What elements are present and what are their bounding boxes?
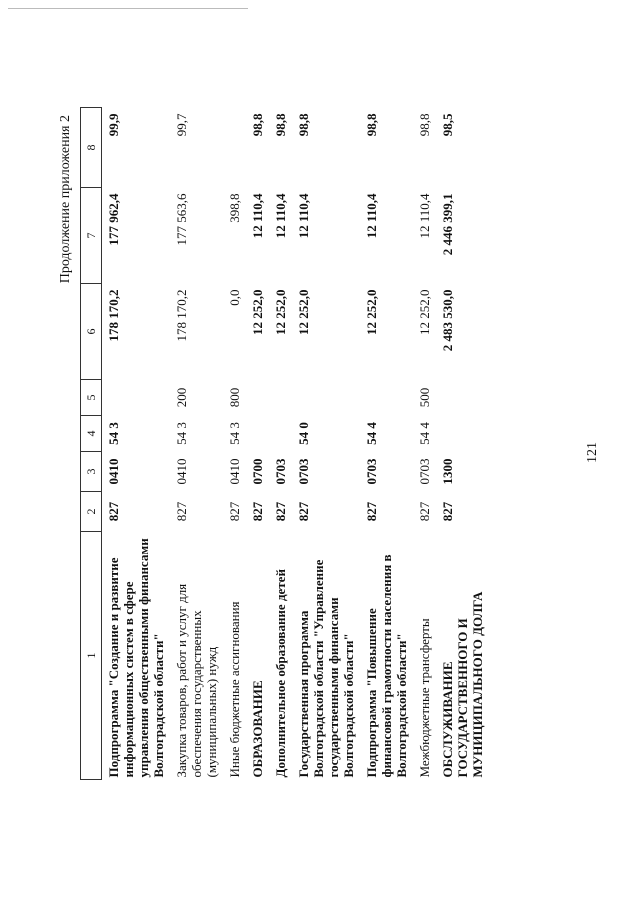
cell-percent: 98,8 xyxy=(417,113,432,137)
cell-executed: 12 110,4 xyxy=(273,193,288,239)
cell-executed: 12 110,4 xyxy=(417,193,432,239)
cell-section-code: 0703 xyxy=(296,458,311,485)
cell-section-code: 0410 xyxy=(106,458,121,485)
cell-expense-type xyxy=(246,380,269,416)
cell-percent: 98,8 xyxy=(296,113,311,137)
cell-expense-type xyxy=(360,380,413,416)
row-name: Межбюджетные трансферты xyxy=(417,618,432,778)
cell-planned: 12 252,0 xyxy=(296,289,311,335)
cell-executed: 398,8 xyxy=(227,193,242,223)
table-row xyxy=(223,108,246,780)
row-name: Иные бюджетные ассигнования xyxy=(227,601,242,778)
table-row xyxy=(246,108,269,780)
cell-planned: 2 483 530,0 xyxy=(440,289,455,352)
appendix-caption: Продолжение приложения 2 xyxy=(58,115,73,284)
budget-table xyxy=(80,107,489,780)
column-header-7: 7 xyxy=(81,188,102,284)
table-row xyxy=(360,108,413,780)
cell-program-code xyxy=(246,416,269,452)
cell-ministry-code: 827 xyxy=(296,501,311,522)
cell-section-code: 0703 xyxy=(417,458,432,485)
table-row xyxy=(102,108,171,780)
cell-planned: 12 252,0 xyxy=(273,289,288,335)
cell-ministry-code: 827 xyxy=(174,501,189,522)
cell-planned: 178 170,2 xyxy=(106,289,121,342)
cell-ministry-code: 827 xyxy=(227,501,242,522)
cell-section-code: 0700 xyxy=(250,458,265,485)
cell-section-code: 0410 xyxy=(174,458,189,485)
cell-section-code: 1300 xyxy=(440,458,455,485)
cell-percent: 98,8 xyxy=(364,113,379,137)
cell-percent: 99,9 xyxy=(106,113,121,137)
cell-planned: 12 252,0 xyxy=(364,289,379,335)
cell-program-code xyxy=(436,416,489,452)
cell-executed: 177 563,6 xyxy=(174,193,189,246)
cell-expense-type: 200 xyxy=(174,387,189,408)
column-header-1: 1 xyxy=(81,532,102,780)
column-header-4: 4 xyxy=(81,416,102,452)
table-header xyxy=(81,108,102,780)
cell-program-code: 54 3 xyxy=(174,422,189,445)
cell-executed: 12 110,4 xyxy=(364,193,379,239)
cell-executed: 12 110,4 xyxy=(250,193,265,239)
table-row xyxy=(413,108,436,780)
cell-ministry-code: 827 xyxy=(364,501,379,522)
cell-executed: 12 110,4 xyxy=(296,193,311,239)
table-row xyxy=(269,108,292,780)
row-name: Дополнительное образование детей xyxy=(273,569,288,778)
row-name: Государственная программа Волгоградской области "Управление государственными финансами Волгоградской области" xyxy=(296,559,356,778)
cell-program-code: 54 3 xyxy=(106,422,121,445)
cell-percent: 98,8 xyxy=(250,113,265,137)
page-number: 121 xyxy=(585,442,600,463)
row-name: Подпрограмма "Создание и развитие информационных систем в сфере управления общественными финансами Волгоградской области" xyxy=(106,538,166,778)
cell-planned: 178 170,2 xyxy=(174,289,189,342)
cell-expense-type xyxy=(269,380,292,416)
table-body xyxy=(102,108,490,780)
cell-section-code: 0703 xyxy=(364,458,379,485)
cell-percent xyxy=(223,108,246,188)
table-row xyxy=(170,108,223,780)
row-name: Подпрограмма "Повышение финансовой грамотности населения в Волгоградской области" xyxy=(364,554,409,778)
cell-program-code: 54 0 xyxy=(296,422,311,445)
cell-planned: 0,0 xyxy=(227,289,242,306)
cell-percent: 99,7 xyxy=(174,113,189,137)
cell-ministry-code: 827 xyxy=(417,501,432,522)
row-name: Закупка товаров, работ и услуг для обеспечения государственных (муниципальных) нужд xyxy=(174,583,219,778)
column-header-2: 2 xyxy=(81,492,102,532)
column-header-3: 3 xyxy=(81,452,102,492)
cell-ministry-code: 827 xyxy=(273,501,288,522)
cell-section-code: 0410 xyxy=(227,458,242,485)
cell-expense-type xyxy=(436,380,489,416)
table-row xyxy=(436,108,489,780)
cell-expense-type: 800 xyxy=(227,387,242,408)
cell-planned: 12 252,0 xyxy=(250,289,265,335)
column-header-8: 8 xyxy=(81,108,102,188)
column-header-5: 5 xyxy=(81,380,102,416)
cell-ministry-code: 827 xyxy=(250,501,265,522)
cell-program-code: 54 3 xyxy=(227,422,242,445)
row-name: ОБСЛУЖИВАНИЕ ГОСУДАРСТВЕННОГО И МУНИЦИПАЛЬНОГО ДОЛГА xyxy=(440,591,485,778)
row-name: ОБРАЗОВАНИЕ xyxy=(250,680,265,778)
cell-ministry-code: 827 xyxy=(106,501,121,522)
cell-ministry-code: 827 xyxy=(440,501,455,522)
cell-percent: 98,8 xyxy=(273,113,288,137)
cell-planned: 12 252,0 xyxy=(417,289,432,335)
cell-expense-type xyxy=(292,380,360,416)
cell-program-code: 54 4 xyxy=(417,422,432,445)
table-row xyxy=(292,108,360,780)
cell-expense-type xyxy=(102,380,171,416)
cell-program-code xyxy=(269,416,292,452)
cell-executed: 2 446 399,1 xyxy=(440,193,455,256)
table-header-row xyxy=(81,108,102,780)
cell-expense-type: 500 xyxy=(417,387,432,408)
cell-section-code: 0703 xyxy=(273,458,288,485)
cell-program-code: 54 4 xyxy=(364,422,379,445)
cell-percent: 98,5 xyxy=(440,113,455,137)
cell-executed: 177 962,4 xyxy=(106,193,121,246)
column-header-6: 6 xyxy=(81,284,102,380)
